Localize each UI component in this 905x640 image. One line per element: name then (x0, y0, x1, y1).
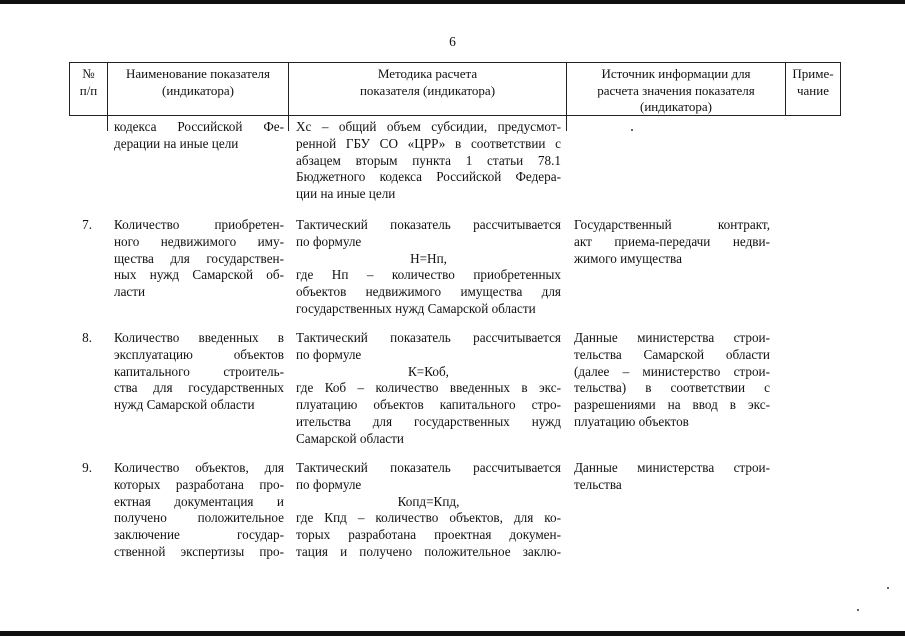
row-9-name: Количество объектов, для которых разработана про- ектная документация и получено положительное заключение государ- ственной экспертизы про- (114, 460, 284, 559)
row-7-number: 7. (82, 217, 92, 232)
row-8-number: 8. (82, 330, 92, 345)
scan-speck (887, 587, 889, 589)
row-9-method: Тактический показатель рассчитывается по формуле Копд=Кпд, где Кпд – количество объектов, для ко- торых разработана проектная докумен- тация и получено положительное заклю- (296, 460, 561, 559)
row-9-formula: Копд=Кпд, (397, 493, 460, 509)
top-border-bar (0, 0, 905, 4)
row-continued-name: кодекса Российской Фе- дерации на иные цели (114, 119, 284, 151)
scan-speck (857, 609, 859, 611)
row-8-formula: К=Коб, (408, 363, 449, 379)
row-7-source: Государственный контракт, акт приема-передачи недви- жимого имущества (574, 217, 770, 266)
header-information-source: Источник информации для расчета значения показателя (индикатора) (597, 66, 755, 114)
header-indicator-name: Наименование показателя (индикатора) (125, 66, 271, 98)
row-7-method: Тактический показатель рассчитывается по формуле Н=Нп, где Нп – количество приобретенных объектов недвижимого имущества для государственных нужд Самарской области (296, 217, 561, 316)
header-calculation-method: Методика расчета показателя (индикатора) (359, 66, 496, 98)
row-7-name: Количество приобретен- ного недвижимого иму- щества для государствен- ных нужд Самарской об- ласти (114, 217, 284, 300)
table-column-divider (840, 62, 841, 116)
row-continued-method: Хс – общий объем субсидии, предусмот- ренной ГБУ СО «ЦРР» в соответствии с абзацем вторым пункта 1 статьи 78.1 Бюджетного кодекса Российской Федера- ции на иные цели (296, 119, 561, 202)
header-note: Приме- чание (792, 66, 834, 98)
page-number: 6 (449, 34, 456, 49)
table-header-top-rule (69, 62, 841, 63)
header-number: № п/п (79, 66, 98, 98)
row-7-formula: Н=Нп, (410, 250, 447, 266)
bottom-border-bar (0, 631, 905, 636)
row-8-source: Данные министерства строи- тельства Самарской области (далее – министерство строи- тельства) в соответствии с разрешениями на ввод в экс- плуатацию объектов (574, 330, 770, 429)
row-8-method: Тактический показатель рассчитывается по формуле К=Коб, где Коб – количество введенных в экс- плуатацию объектов капитального стро- ительства для государственных нужд Самарской области (296, 330, 561, 446)
row-9-source: Данные министерства строи- тельства (574, 460, 770, 492)
row-9-number: 9. (82, 460, 92, 475)
scan-speck (631, 129, 633, 131)
row-8-name: Количество введенных в эксплуатацию объектов капитального строитель- ства для государственных нужд Самарской области (114, 330, 284, 413)
